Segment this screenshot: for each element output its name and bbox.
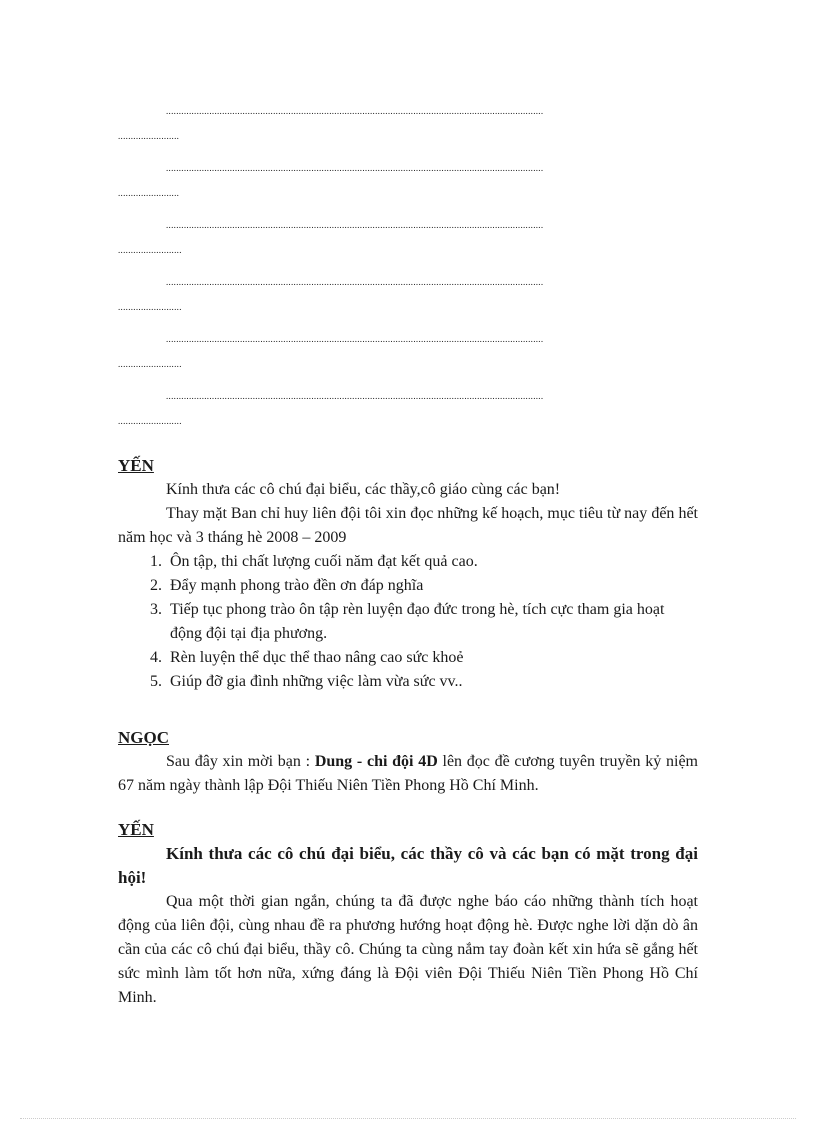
list-item: 4. Rèn luyện thể dục thể thao nâng cao sức khoẻ [166,646,698,670]
invited-person: Dung - chi đội 4D [314,753,438,770]
dot-line-continuation: ......................... [118,302,182,312]
list-item: 1. Ôn tập, thi chất lượng cuối năm đạt kết quả cao. [166,550,698,574]
dot-line: .................................................................................................................................................... [166,106,544,116]
dot-line: .................................................................................................................................................... [166,277,544,287]
dot-line-continuation: ........................ [118,188,180,198]
section-yen-2 [118,818,698,1010]
section-yen-1 [118,454,698,694]
greeting-text: Kính thưa các cô chú đại biểu, các thầy,cô giáo cùng các bạn! [166,481,561,498]
dot-line: .................................................................................................................................................... [166,220,544,230]
closing-body: Qua một thời gian ngắn, chúng ta đã được nghe báo cáo những thành tích hoạt động của liên đội, cùng nhau đề ra phương hướng hoạt động hè. Được nghe lời dặn dò ân cần của các cô chú đại biểu, thầy cô. Chúng ta cùng nắm tay đoàn kết xin hứa sẽ gắng hết sức mình làm tốt hơn nữa, xứng đáng là Đội viên Đội Thiếu Niên Tiền Phong Hồ Chí Minh. [118,893,698,1006]
speaker-label: NGỌC [118,728,169,747]
dot-line-continuation: ......................... [118,245,182,255]
dot-line: .................................................................................................................................................... [166,334,544,344]
intro-text: Thay mặt Ban chỉ huy liên đội tôi xin đọc những kế hoạch, mục tiêu từ nay đến hết năm học và 3 tháng hè 2008 – 2009 [118,505,698,546]
invitation-text [118,750,698,798]
list-item: 2. Đẩy mạnh phong trào đền ơn đáp nghĩa [166,574,698,598]
dot-line: .................................................................................................................................................... [166,391,544,401]
speaker-label: YẾN [118,820,154,839]
dot-line-continuation: ......................... [118,416,182,426]
speaker-label: YẾN [118,456,154,475]
page-bottom-rule [20,1118,796,1119]
document-page [118,0,698,1010]
dot-line-continuation: ........................ [118,131,180,141]
blank-fill-lines [118,100,698,427]
invitation-prefix: Sau đây xin mời bạn : [166,753,315,770]
list-item: 3. Tiếp tục phong trào ôn tập rèn luyện đạo đức trong hè, tích cực tham gia hoạt động đội tại địa phương. [166,598,698,646]
section-ngoc [118,726,698,798]
list-item: 5. Giúp đỡ gia đình những việc làm vừa sức vv.. [166,670,698,694]
closing-greeting: Kính thưa các cô chú đại biểu, các thầy cô và các bạn có mặt trong đại hội! [118,844,698,887]
dot-line: .................................................................................................................................................... [166,163,544,173]
plan-list [118,550,698,694]
dot-line-continuation: ......................... [118,359,182,369]
invitation-suffix: lên đọc đề cương tuyên truyền kỷ niệm 67 năm ngày thành lập Đội Thiếu Niên Tiền Phong Hồ Chí Minh. [118,753,698,794]
